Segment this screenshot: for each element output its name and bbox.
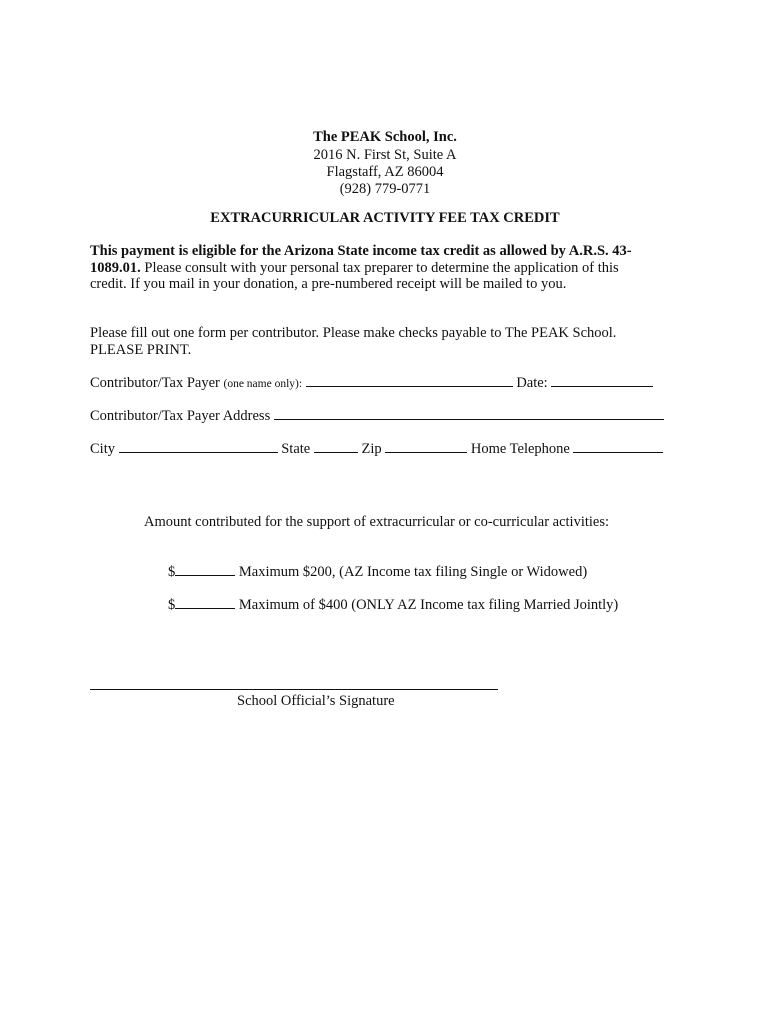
amount-heading: Amount contributed for the support of extracurricular or co-curricular activities: [144, 514, 610, 530]
instructions-line1: Please fill out one form per contributor. Please make checks payable to The PEAK School. [90, 325, 617, 341]
zip-field[interactable] [385, 440, 467, 453]
eligibility-line1: This payment is eligible for the Arizona State income tax credit as allowed by A.R.S. 43- [90, 243, 632, 259]
eligibility-line3: credit. If you mail in your donation, a pre-numbered receipt will be mailed to you. [90, 276, 567, 292]
contributor-name-field[interactable] [306, 374, 513, 387]
contributor-label: Contributor/Tax Payer [90, 375, 220, 391]
date-field[interactable] [551, 374, 653, 387]
state-field[interactable] [314, 440, 358, 453]
address-line2: Flagstaff, AZ 86004 [326, 164, 444, 180]
state-label: State [281, 441, 311, 457]
date-label: Date: [516, 375, 548, 391]
org-name: The PEAK School, Inc. [313, 129, 457, 145]
eligibility-statute: 1089.01. [90, 260, 141, 276]
amount-option-single [168, 563, 587, 581]
instructions-line2: PLEASE PRINT. [90, 342, 192, 358]
home-telephone-label: Home Telephone [470, 441, 570, 457]
amount-single-label: Maximum $200, (AZ Income tax filing Single or Widowed) [238, 564, 588, 580]
amount-married-field[interactable] [175, 596, 235, 609]
signature-field[interactable] [90, 677, 498, 690]
address-row [90, 407, 664, 425]
currency-symbol: $ [168, 564, 176, 580]
contributor-note: (one name only): [223, 378, 303, 390]
amount-single-field[interactable] [175, 563, 235, 576]
city-field[interactable] [119, 440, 278, 453]
signature-label: School Official’s Signature [237, 693, 395, 709]
phone-number: (928) 779-0771 [339, 181, 431, 197]
city-row [90, 440, 663, 458]
currency-symbol: $ [168, 597, 176, 613]
address-label: Contributor/Tax Payer Address [90, 408, 271, 424]
amount-option-married [168, 596, 618, 614]
amount-married-label: Maximum of $400 (ONLY AZ Income tax filing Married Jointly) [238, 597, 619, 613]
address-field[interactable] [274, 407, 664, 420]
eligibility-consult: Please consult with your personal tax preparer to determine the application of this [140, 260, 619, 276]
city-label: City [90, 441, 115, 457]
form-title: EXTRACURRICULAR ACTIVITY FEE TAX CREDIT [210, 210, 560, 226]
home-telephone-field[interactable] [573, 440, 663, 453]
contributor-row [90, 374, 653, 392]
address-line1: 2016 N. First St, Suite A [313, 147, 457, 163]
eligibility-line2 [90, 260, 619, 277]
zip-label: Zip [361, 441, 382, 457]
